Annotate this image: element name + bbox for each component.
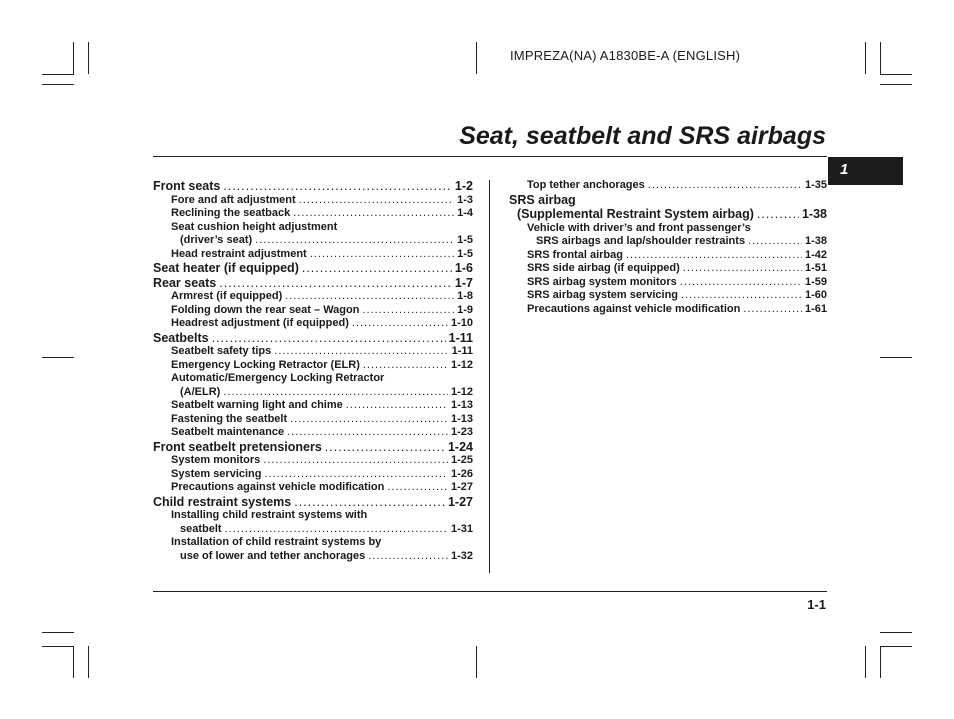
- crop-mark: [880, 632, 912, 633]
- footer-rule: [153, 591, 827, 592]
- crop-mark: [88, 646, 89, 678]
- document-code: IMPREZA(NA) A1830BE-A (ENGLISH): [510, 48, 741, 63]
- toc-entry-text: Automatic/Emergency Locking Retractor: [171, 372, 385, 384]
- toc-entry[interactable]: System servicing ..... 1-26: [153, 468, 473, 482]
- toc-entry[interactable]: Seatbelt safety tips ..... 1-11: [153, 345, 473, 359]
- column-divider: [489, 180, 490, 573]
- crop-mark: [73, 646, 74, 678]
- crop-mark: [865, 646, 866, 678]
- toc-entry[interactable]: System monitors ..... 1-25: [153, 454, 473, 468]
- page-number: 1-1: [807, 597, 826, 612]
- toc-entry[interactable]: Emergency Locking Retractor (ELR) ..... 1-12: [153, 359, 473, 373]
- title-rule: [153, 156, 827, 157]
- toc-entry-text: Seat cushion height adjustment: [171, 220, 338, 233]
- toc-entry[interactable]: SRS airbag system monitors ..... 1-59: [509, 276, 827, 290]
- toc-entry-text: Installation of child restraint systems by: [171, 536, 382, 548]
- chapter-title: Seat, seatbelt and SRS airbags: [459, 122, 826, 150]
- crop-mark: [880, 646, 912, 647]
- crop-mark: [42, 84, 74, 85]
- toc-entry[interactable]: Reclining the seatback ..... 1-4: [153, 207, 473, 221]
- crop-mark: [880, 357, 912, 358]
- toc-entry[interactable]: SRS airbags and lap/shoulder restraints ..... 1-38: [509, 235, 827, 249]
- toc-entry[interactable]: (A/ELR) ..... 1-12: [153, 386, 473, 400]
- toc-entry[interactable]: Armrest (if equipped) ..... 1-8: [153, 290, 473, 304]
- toc-entry[interactable]: Child restraint systems ..... 1-27: [153, 495, 473, 509]
- crop-mark: [865, 42, 866, 74]
- toc-entry[interactable]: Seatbelts ..... 1-11: [153, 331, 473, 345]
- toc-entry[interactable]: SRS airbag system servicing ..... 1-60: [509, 289, 827, 303]
- toc-entry[interactable]: Fore and aft adjustment ..... 1-3: [153, 194, 473, 208]
- toc-entry[interactable]: Seatbelt warning light and chime ..... 1-13: [153, 399, 473, 413]
- toc-entry[interactable]: Folding down the rear seat – Wagon ..... 1-9: [153, 304, 473, 318]
- toc-entry-text: Vehicle with driver’s and front passenger’s: [527, 221, 751, 234]
- crop-mark: [42, 74, 74, 75]
- toc-entry-text: SRS airbag: [509, 192, 576, 207]
- toc-entry[interactable]: Front seatbelt pretensioners ..... 1-24: [153, 440, 473, 454]
- toc-entry[interactable]: seatbelt ..... 1-31: [153, 523, 473, 537]
- toc-entry[interactable]: Front seats ..... 1-2: [153, 179, 473, 193]
- crop-mark: [88, 42, 89, 74]
- toc-left-column: [153, 179, 473, 563]
- toc-entry[interactable]: Precautions against vehicle modification ..... 1-61: [509, 303, 827, 317]
- toc-entry[interactable]: Seat heater (if equipped) ..... 1-6: [153, 261, 473, 275]
- crop-mark: [73, 42, 74, 74]
- toc-entry[interactable]: SRS frontal airbag ..... 1-42: [509, 249, 827, 263]
- toc-entry[interactable]: Fastening the seatbelt ..... 1-13: [153, 413, 473, 427]
- chapter-tab-number: 1: [840, 161, 849, 178]
- toc-entry[interactable]: use of lower and tether anchorages ..... 1-32: [153, 550, 473, 564]
- toc-entry[interactable]: SRS side airbag (if equipped) ..... 1-51: [509, 262, 827, 276]
- toc-entry[interactable]: Seatbelt maintenance ..... 1-23: [153, 426, 473, 440]
- crop-mark: [42, 632, 74, 633]
- toc-entry[interactable]: (Supplemental Restraint System airbag) ..... 1-38: [509, 207, 827, 221]
- toc-entry[interactable]: Headrest adjustment (if equipped) ..... 1-10: [153, 317, 473, 331]
- crop-mark: [880, 84, 912, 85]
- crop-mark: [476, 646, 477, 678]
- crop-mark: [42, 646, 74, 647]
- toc-right-column: [509, 179, 827, 316]
- chapter-tab: [828, 157, 903, 185]
- toc-entry[interactable]: Rear seats ..... 1-7: [153, 276, 473, 290]
- crop-mark: [42, 357, 74, 358]
- toc-entry[interactable]: Precautions against vehicle modification ..... 1-27: [153, 481, 473, 495]
- crop-mark: [880, 74, 912, 75]
- crop-mark: [880, 646, 881, 678]
- toc-entry[interactable]: Top tether anchorages ..... 1-35: [509, 179, 827, 193]
- toc-entry[interactable]: (driver’s seat) ..... 1-5: [153, 234, 473, 248]
- crop-mark: [880, 42, 881, 74]
- toc-entry[interactable]: Head restraint adjustment ..... 1-5: [153, 248, 473, 262]
- crop-mark: [476, 42, 477, 74]
- toc-entry-text: Installing child restraint systems with: [171, 509, 368, 521]
